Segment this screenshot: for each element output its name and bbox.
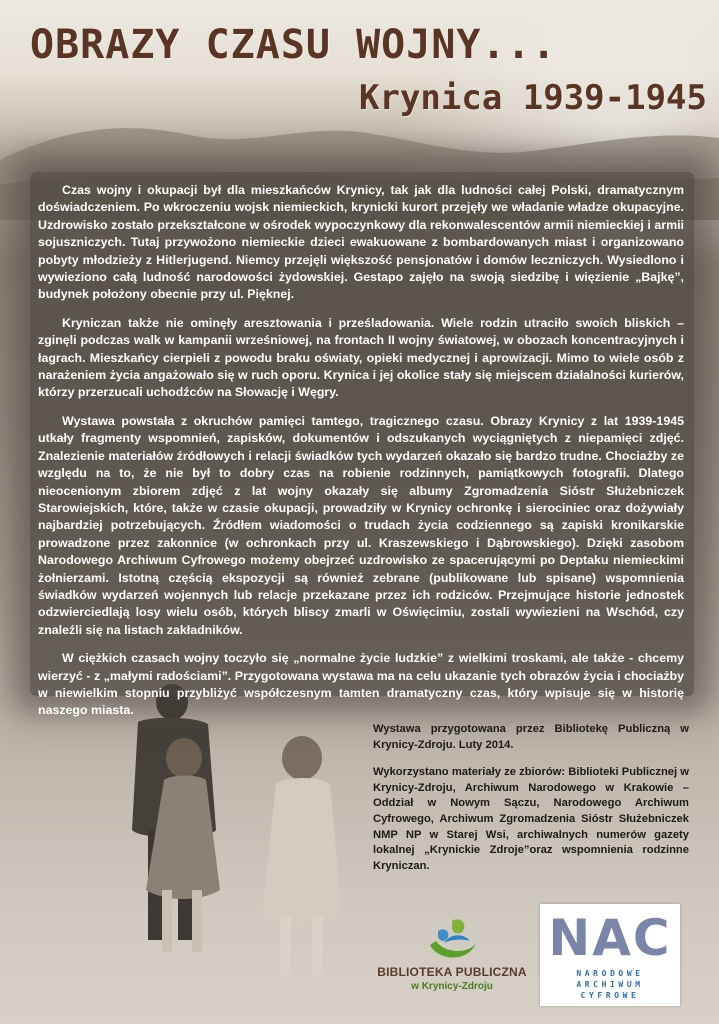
nac-row-1: NARODOWE: [576, 969, 644, 978]
library-logo: [372, 915, 532, 997]
credits-block: [373, 722, 689, 882]
paragraph: Kryniczan także nie ominęły aresztowania i prześladowania. Wiele rodzin utraciło swoich bliskich – zginęli podczas walk w kampanii wrześniowej, na frontach II wojny światowej, w obozach koncentracyjnych i łagrach. Mieszkańcy cierpieli z powodu braku oświaty, opieki medycznej i aprowizacji. Mimo to wiele osób z narażeniem życia angażowało się w ruch oporu. Krynica i jej okolice stały się miejscem działalności kurierów, którzy przerzucali uchodźców na Słowację i Węgry.: [38, 315, 684, 400]
paragraph: W ciężkich czasach wojny toczyło się „normalne życie ludzkie” z wielkimi troskami, ale także - chcemy wierzyć - z „małymi radościami”. Przygotowana wystawa ma na celu ukazanie tych obrazów życia i chociażby w niewielkim stopniu przybliżyć współczesnym tamten dramatyczny czas, który wpisuje się w historię naszego miasta.: [38, 651, 684, 718]
nac-logo: [540, 904, 680, 1006]
library-place: w Krynicy-Zdroju: [411, 981, 493, 992]
nac-row-2: ARCHIWUM: [576, 980, 644, 989]
poster-subtitle: Krynica 1939-1945: [359, 78, 707, 118]
credits-sources: Wykorzystano materiały ze zbiorów: Biblioteki Publicznej w Krynicy-Zdroju, Archiwum Narodowego w Krakowie – Oddział w Nowym Sączu, Narodowego Archiwum Cyfrowego, Archiwum Zgromadzenia Sióstr Służebniczek NMP NP w Starej Wsi, archiwalnych numerów gazety lokalnej „Krynickie Zdroje”oraz wspomnienia rodzinne Kryniczan.: [373, 766, 689, 872]
credits-prepared: Wystawa przygotowana przez Bibliotekę Publiczną w Krynicy-Zdroju. Luty 2014.: [373, 723, 689, 751]
main-text: [38, 182, 684, 718]
nac-row-3: CYFROWE: [580, 991, 640, 1000]
nac-rows: [554, 968, 666, 1002]
library-leaf-icon: [424, 915, 480, 963]
background-photo-figures: [80, 680, 380, 1024]
poster-title: OBRAZY CZASU WOJNY...: [30, 22, 557, 68]
library-name: BIBLIOTEKA PUBLICZNA: [377, 965, 527, 979]
nac-letters: NAC: [548, 909, 672, 967]
paragraph: Czas wojny i okupacji był dla mieszkańców Krynicy, tak jak dla ludności całej Polski, dramatycznym doświadczeniem. Po wkroczeniu wojsk niemieckich, krynicki kurort przejęły we władanie władze okupacyjne. Uzdrowisko zostało przekształcone w ośrodek wypoczynkowy dla rekonwalescentów armii niemieckiej i armii sojuszniczych. Tutaj przywożono niemieckie dzieci ewakuowane z bombardowanych miast i organizowano pobyty młodzieży z Hitlerjugend. Niemcy przejęli większość pensjonatów i domów leczniczych. Wysiedlono i wywieziono całą ludność narodowości żydowskiej. Gestapo zajęło na swoją siedzibę i więzienie „Bajkę”, budynek położony obecnie przy ul. Pięknej.: [38, 183, 684, 302]
paragraph: Wystawa powstała z okruchów pamięci tamtego, tragicznego czasu. Obrazy Krynicy z lat 1939-1945 utkały fragmenty wspomnień, zapisków, dokumentów i odszukanych wyciągniętych z niepamięci zdjęć. Znalezienie materiałów źródłowych i relacji świadków tych wydarzeń okazało się bardzo trudne. Chociażby ze względu na to, że nie był to dobry czas na robienie rodzinnych, pamiątkowych fotografii. Dlatego nieocenionym zbiorem zdjęć z lat wojny okazały się albumy Zgromadzenia Sióstr Służebniczek Starowiejskich, które, także w czasie okupacji, prowadziły w Krynicy ochronkę i sierociniec oraz dożywiały najbardziej potrzebujących. Źródłem wiadomości o trudach życia codziennego są zapiski kronikarskie prowadzone przez zakonnice (w ochronkach przy ul. Kraszewskiego i Dąbrowskiego). Dzięki zasobom Narodowego Archiwum Cyfrowego możemy obejrzeć uzdrowisko ze spacerującymi po Deptaku niemieckimi żołnierzami. Istotną częścią ekspozycji są również zebrane (publikowane lub spisane) wspomnienia świadków wydarzeń wojennych lub relacje przekazane przez ich rodziców. Przejmujące historie jednostek odzwierciedlają losy wielu osób, których bliscy zmarli w Oświęcimiu, zostali wywiezieni na Wschód, czy znaleźli się na listach zakładników.: [38, 413, 684, 637]
